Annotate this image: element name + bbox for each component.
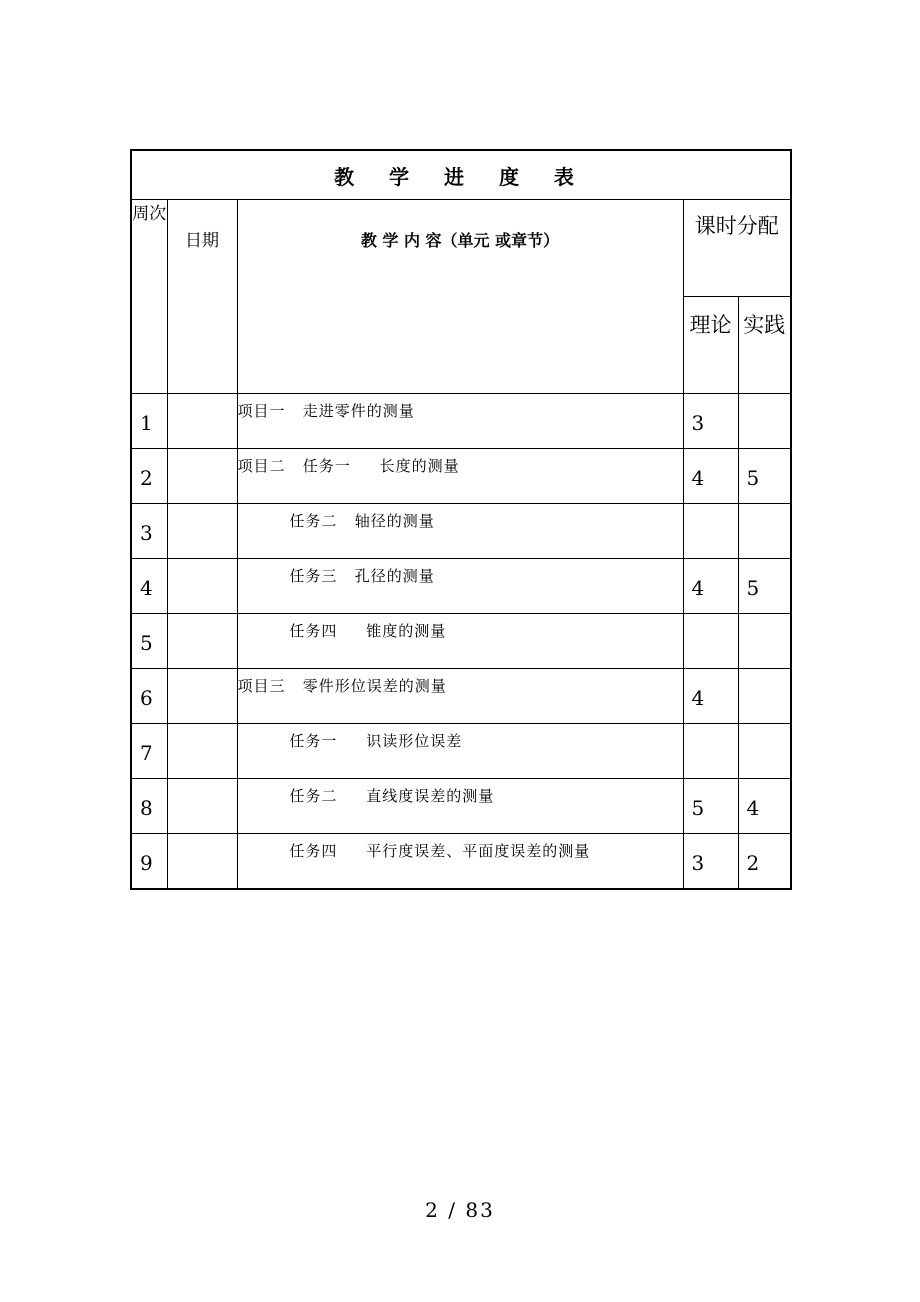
row-practice: [738, 614, 791, 669]
row-practice: 2: [738, 834, 791, 890]
table-row: [131, 724, 791, 779]
row-date: [167, 559, 237, 614]
row-week: 3: [131, 504, 167, 559]
row-content: 任务二 轴径的测量: [237, 504, 683, 559]
row-week: 9: [131, 834, 167, 890]
schedule-table: [130, 149, 792, 890]
row-content: 项目三 零件形位误差的测量: [237, 669, 683, 724]
row-content: 项目一 走进零件的测量: [237, 394, 683, 449]
row-week: 7: [131, 724, 167, 779]
row-practice: [738, 724, 791, 779]
table-title: 教 学 进 度 表: [131, 150, 791, 200]
row-content: 项目二 任务一 长度的测量: [237, 449, 683, 504]
header-practice: 实践: [738, 297, 791, 394]
row-content: 任务四 平行度误差、平面度误差的测量: [237, 834, 683, 890]
row-date: [167, 449, 237, 504]
row-date: [167, 669, 237, 724]
row-practice: 4: [738, 779, 791, 834]
table-row: [131, 394, 791, 449]
row-content: 任务四 锥度的测量: [237, 614, 683, 669]
row-date: [167, 724, 237, 779]
header-theory: 理论: [683, 297, 738, 394]
row-practice: 5: [738, 559, 791, 614]
row-theory: 5: [683, 779, 738, 834]
row-practice: 5: [738, 449, 791, 504]
row-date: [167, 779, 237, 834]
row-content: 任务三 孔径的测量: [237, 559, 683, 614]
header-hours: 课时分配: [683, 200, 791, 297]
row-week: 1: [131, 394, 167, 449]
row-week: 8: [131, 779, 167, 834]
table-row: [131, 449, 791, 504]
page-number: 2 / 83: [425, 1198, 495, 1222]
header-week: 周次: [131, 200, 167, 394]
table-row: [131, 779, 791, 834]
table-row: [131, 504, 791, 559]
row-theory: 3: [683, 394, 738, 449]
row-theory: [683, 614, 738, 669]
row-theory: 3: [683, 834, 738, 890]
row-date: [167, 614, 237, 669]
table-row: [131, 559, 791, 614]
row-practice: [738, 394, 791, 449]
row-practice: [738, 504, 791, 559]
header-content: 教 学 内 容（单元 或章节）: [237, 200, 683, 394]
row-theory: [683, 724, 738, 779]
row-date: [167, 834, 237, 890]
table-row: [131, 669, 791, 724]
table-row: [131, 834, 791, 890]
row-content: 任务一 识读形位误差: [237, 724, 683, 779]
row-theory: 4: [683, 449, 738, 504]
row-theory: 4: [683, 559, 738, 614]
row-practice: [738, 669, 791, 724]
row-week: 4: [131, 559, 167, 614]
row-week: 6: [131, 669, 167, 724]
header-date: 日期: [167, 200, 237, 394]
table-row: [131, 614, 791, 669]
row-theory: 4: [683, 669, 738, 724]
row-date: [167, 394, 237, 449]
row-week: 5: [131, 614, 167, 669]
row-theory: [683, 504, 738, 559]
row-content: 任务二 直线度误差的测量: [237, 779, 683, 834]
row-date: [167, 504, 237, 559]
row-week: 2: [131, 449, 167, 504]
